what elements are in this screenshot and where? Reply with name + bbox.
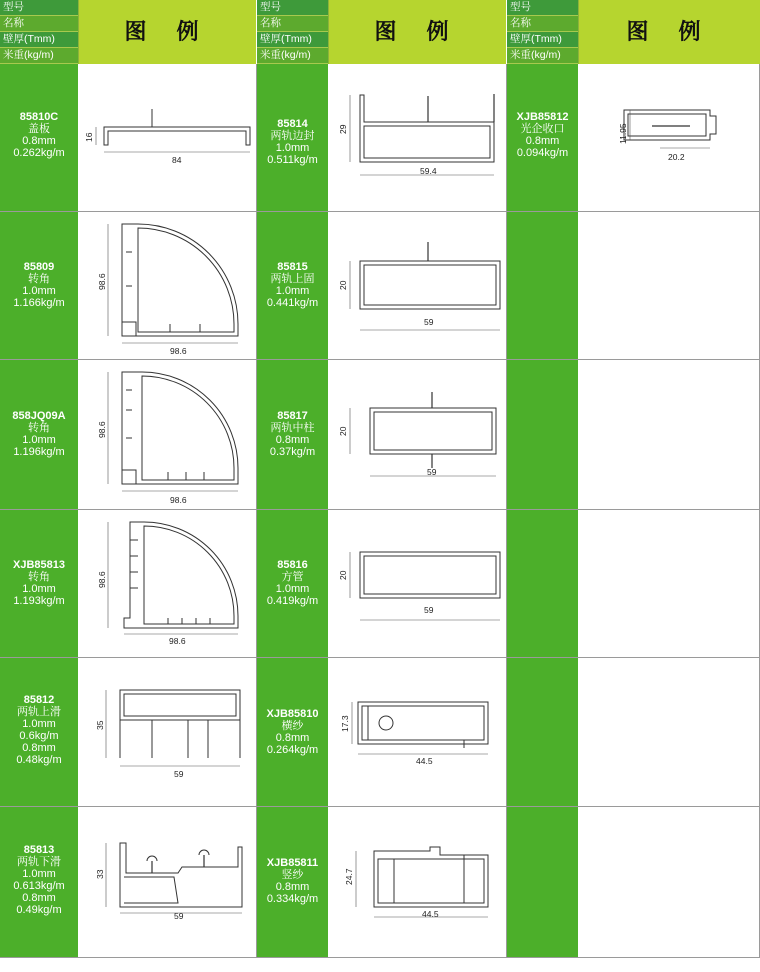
- dimension-height: 98.6: [97, 571, 107, 588]
- product-code: 858JQ09A: [12, 410, 66, 422]
- figure-title: 图 例: [374, 19, 461, 44]
- product-code: 85813: [23, 844, 55, 856]
- product-spec: 1.0mm: [22, 868, 56, 880]
- product-name: 两轨边封: [270, 130, 315, 142]
- product-spec: 1.193kg/m: [13, 595, 65, 607]
- product-code: XJB85811: [266, 857, 319, 869]
- profile-shape: [120, 843, 242, 907]
- profile-drawing-85814: [328, 64, 507, 211]
- profile-drawing-xjb85811: [328, 807, 507, 957]
- dimension-width: 59: [174, 769, 184, 779]
- dimension-width: 59: [424, 317, 434, 327]
- product-spec: 0.334kg/m: [266, 893, 319, 905]
- header-label-weight: 米重(kg/m): [257, 48, 328, 64]
- dimension-width: 98.6: [170, 346, 187, 356]
- product-spec: 0.8mm: [275, 732, 310, 744]
- profile-drawing-858jq09a: [78, 360, 257, 509]
- product-spec: 0.8mm: [525, 135, 560, 147]
- profile-shape: [104, 109, 250, 145]
- profile-drawing-85817: [328, 360, 507, 509]
- profile-shape: [360, 94, 494, 162]
- dimension-width: 20.2: [668, 152, 685, 162]
- product-spec: 0.441kg/m: [266, 297, 319, 309]
- profile-shape: [624, 110, 716, 140]
- product-spec: 0.37kg/m: [269, 446, 316, 458]
- header-labels-col3: [507, 0, 579, 64]
- dimension-width: 84: [172, 155, 182, 165]
- product-info: [257, 261, 328, 309]
- product-name: 竖纱: [281, 869, 304, 881]
- dimension-width: 44.5: [416, 756, 433, 766]
- product-spec: 0.262kg/m: [13, 147, 65, 159]
- figure-title: 图 例: [124, 19, 211, 44]
- header-label-model: 型号: [507, 0, 578, 16]
- product-code: 85814: [277, 118, 308, 130]
- dimension-height: 24.7: [344, 868, 354, 885]
- product-spec: 0.8mm: [22, 742, 56, 754]
- product-info: [0, 261, 78, 309]
- product-name: 两轨下滑: [17, 856, 61, 868]
- dimension-height: 33: [95, 869, 105, 879]
- header-label-name: 名称: [0, 16, 78, 32]
- header-figure-col3: [579, 0, 760, 65]
- header-figure-col2: [329, 0, 506, 65]
- product-code: 85812: [23, 694, 55, 706]
- dimension-height: 29: [338, 124, 348, 134]
- product-name: 转角: [28, 571, 50, 583]
- dimension-height: 20: [338, 280, 348, 290]
- profile-drawing-xjb85812: [578, 64, 760, 211]
- product-spec: 0.264kg/m: [266, 744, 319, 756]
- product-info: [0, 559, 78, 607]
- profile-drawing-85812: [78, 658, 257, 806]
- product-info: [0, 410, 78, 458]
- profile-shape: [370, 392, 496, 468]
- product-spec: 0.8mm: [275, 881, 310, 893]
- figure-title: 图 例: [626, 19, 713, 44]
- product-name: 盖板: [28, 123, 50, 135]
- product-name: 两轨中柱: [270, 422, 315, 434]
- product-code: 85810C: [19, 111, 59, 123]
- header-label-name: 名称: [507, 16, 578, 32]
- product-spec: 1.0mm: [275, 583, 310, 595]
- product-code: 85809: [23, 261, 55, 273]
- dimension-height: 16: [84, 132, 94, 142]
- product-code: XJB85810: [266, 708, 319, 720]
- profile-drawing-85815: [328, 212, 507, 359]
- profile-drawing-xjb85813: [78, 510, 257, 657]
- product-spec: 1.0mm: [275, 285, 310, 297]
- profile-drawing-85813: [78, 807, 257, 957]
- product-spec: 0.511kg/m: [267, 154, 318, 166]
- product-name: 方管: [281, 571, 304, 583]
- dimension-width: 98.6: [170, 495, 187, 505]
- profile-shape: [360, 242, 500, 309]
- product-info: [0, 694, 78, 766]
- product-info: [257, 118, 328, 166]
- profile-shape: [374, 847, 488, 907]
- product-spec: 1.0mm: [275, 142, 310, 154]
- header-label-weight: 米重(kg/m): [0, 48, 78, 64]
- product-info: [0, 844, 78, 916]
- product-code: XJB85813: [13, 559, 65, 571]
- header-labels-col2: [257, 0, 329, 64]
- header-label-thickness: 壁厚(Tmm): [507, 32, 578, 48]
- dimension-height: 98.6: [97, 273, 107, 290]
- product-spec: 1.196kg/m: [13, 446, 65, 458]
- dimension-height: 11.95: [618, 123, 628, 144]
- header-label-name: 名称: [257, 16, 328, 32]
- header-label-weight: 米重(kg/m): [507, 48, 578, 64]
- product-code: XJB85812: [516, 111, 569, 123]
- product-spec: 1.0mm: [22, 434, 56, 446]
- product-spec: 0.6kg/m: [19, 730, 59, 742]
- product-info: [257, 708, 328, 756]
- profile-drawing-xjb85810: [328, 658, 507, 806]
- dimension-height: 98.6: [97, 421, 107, 438]
- product-code: 85815: [277, 261, 308, 273]
- product-spec: 0.613kg/m: [13, 880, 65, 892]
- product-code: 85816: [277, 559, 308, 571]
- product-info: [257, 559, 328, 607]
- product-name: 两轨上固: [270, 273, 315, 285]
- info-column-3: [507, 64, 578, 958]
- info-column-1: [0, 64, 78, 958]
- header-label-model: 型号: [257, 0, 328, 16]
- product-name: 转角: [28, 273, 50, 285]
- product-spec: 0.48kg/m: [16, 754, 62, 766]
- dimension-height: 20: [338, 426, 348, 436]
- product-code: 85817: [277, 410, 308, 422]
- product-spec: 0.49kg/m: [16, 904, 62, 916]
- header-label-model: 型号: [0, 0, 78, 16]
- info-column-2: [257, 64, 328, 958]
- header-labels-col1: [0, 0, 79, 64]
- header-label-thickness: 壁厚(Tmm): [257, 32, 328, 48]
- product-spec: 0.8mm: [22, 135, 56, 147]
- dimension-height: 20: [338, 570, 348, 580]
- profile-shape: [122, 224, 238, 336]
- product-info: [257, 410, 328, 458]
- header-figure-col1: [79, 0, 256, 65]
- dimension-width: 59: [424, 605, 434, 615]
- product-name: 光企收口: [520, 123, 565, 135]
- product-spec: 0.419kg/m: [266, 595, 319, 607]
- product-info: [257, 857, 328, 905]
- product-spec: 1.0mm: [22, 583, 56, 595]
- product-name: 横纱: [281, 720, 304, 732]
- profile-shape: [358, 702, 488, 748]
- profile-drawing-85810c: [78, 64, 257, 211]
- profile-shape: [124, 522, 238, 628]
- product-info: [507, 111, 578, 159]
- dimension-width: 59.4: [420, 166, 437, 176]
- product-spec: 0.094kg/m: [516, 147, 569, 159]
- product-name: 两轨上滑: [17, 706, 61, 718]
- product-spec: 1.0mm: [22, 718, 56, 730]
- page-bottom-margin: [0, 958, 760, 972]
- dimension-width: 44.5: [422, 909, 439, 919]
- product-spec: 0.8mm: [22, 892, 56, 904]
- product-spec: 1.166kg/m: [13, 297, 65, 309]
- header-label-thickness: 壁厚(Tmm): [0, 32, 78, 48]
- dimension-height: 35: [95, 720, 105, 730]
- profile-drawing-85809: [78, 212, 257, 359]
- profile-shape: [120, 690, 240, 758]
- product-name: 转角: [28, 422, 50, 434]
- dimension-height: 17.3: [340, 715, 350, 732]
- dimension-width: 59: [174, 911, 184, 921]
- product-spec: 0.8mm: [275, 434, 310, 446]
- dimension-width: 98.6: [169, 636, 186, 646]
- profile-shape: [122, 372, 238, 484]
- profile-drawing-85816: [328, 510, 507, 657]
- dimension-width: 59: [427, 467, 437, 477]
- product-spec: 1.0mm: [22, 285, 56, 297]
- product-info: [0, 111, 78, 159]
- profile-shape: [360, 552, 500, 598]
